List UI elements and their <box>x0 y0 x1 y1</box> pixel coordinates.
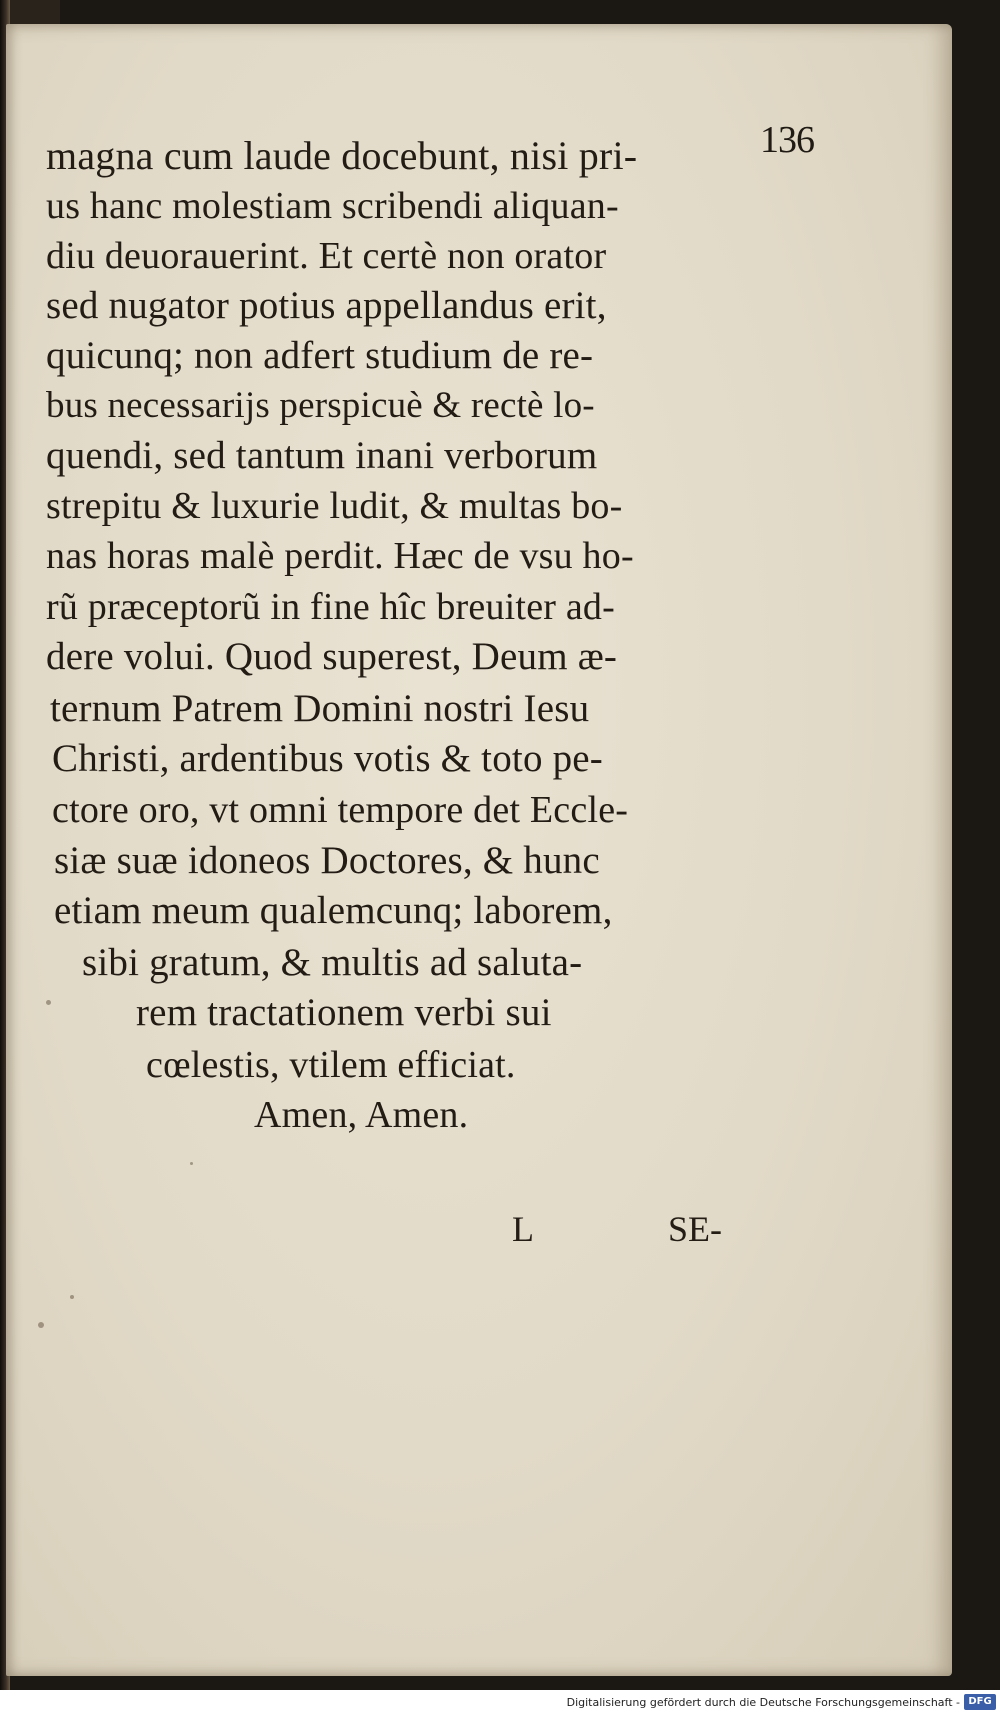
text-line: quicunq; non adfert studium de re- <box>46 334 594 377</box>
paper-speck <box>70 1295 74 1299</box>
closing-line: Amen, Amen. <box>254 1094 469 1136</box>
text-line: siæ suæ idoneos Doctores, & hunc <box>54 839 600 882</box>
text-line: rũ præceptorũ in fine hîc breuiter ad- <box>46 586 615 628</box>
text-line: quendi, sed tantum inani verborum <box>46 434 598 477</box>
text-line: sibi gratum, & multis ad saluta- <box>82 941 583 984</box>
text-line: etiam meum qualemcunq; laborem, <box>54 889 613 932</box>
digitization-credit: Digitalisierung gefördert durch die Deutsche Forschungsgemeinschaft - <box>566 1696 960 1709</box>
text-line: Christi, ardentibus votis & toto pe- <box>52 737 603 780</box>
text-line: strepitu & luxurie ludit, & multas bo- <box>46 485 623 527</box>
text-line: cœlestis, vtilem efficiat. <box>146 1044 516 1086</box>
dfg-logo: DFG <box>964 1694 996 1710</box>
text-line: magna cum laude docebunt, nisi pri- <box>46 133 638 178</box>
text-line: us hanc molestiam scribendi aliquan- <box>46 185 619 227</box>
text-line: bus necessarijs perspicuè & rectè lo- <box>46 385 595 426</box>
paper-speck <box>38 1322 44 1328</box>
catchword: SE- <box>668 1209 722 1249</box>
text-line: ternum Patrem Domini nostri Iesu <box>50 687 590 730</box>
signature-mark: L <box>512 1209 534 1249</box>
paper-speck <box>190 1162 193 1165</box>
text-line: rem tractationem verbi sui <box>136 991 552 1034</box>
paper-speck <box>46 1000 51 1005</box>
text-line: diu deuorauerint. Et certè non orator <box>46 235 607 277</box>
text-line: nas horas malè perdit. Hæc de vsu ho- <box>46 535 634 577</box>
text-line: ctore oro, vt omni tempore det Eccle- <box>52 789 629 831</box>
text-line: dere volui. Quod superest, Deum æ- <box>46 635 618 678</box>
page-number: 136 <box>760 119 814 161</box>
text-line: sed nugator potius appellandus erit, <box>46 284 607 327</box>
